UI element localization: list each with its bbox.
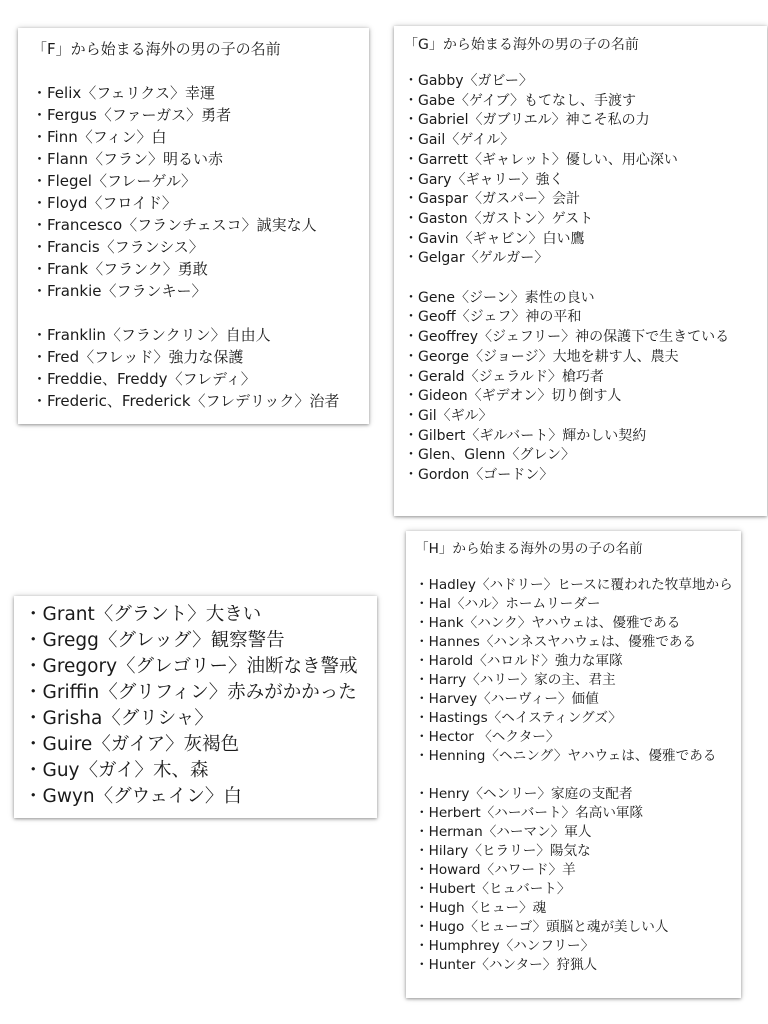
list-item: ・Garrett〈ギャレット〉優しい、用心深い xyxy=(404,151,678,168)
list-item: ・Gregg〈グレッグ〉観察警告 xyxy=(24,630,285,651)
list-item: ・Griffin〈グリフィン〉赤みがかかった xyxy=(24,682,357,703)
list-item: ・Hubert〈ヒュバート〉 xyxy=(415,881,571,897)
card-title: 「G」から始まる海外の男の子の名前 xyxy=(404,37,639,53)
list-spacer xyxy=(415,766,741,785)
list-item: ・Francesco〈フランチェスコ〉誠実な人 xyxy=(32,216,317,234)
list-item: ・Gideon〈ギデオン〉切り倒す人 xyxy=(404,388,622,405)
list-item: ・Gavin〈ギャビン〉白い鷹 xyxy=(404,230,585,247)
list-item: ・Freddie、Freddy〈フレディ〉 xyxy=(32,370,256,388)
list-item: ・Hector 〈ヘクター〉 xyxy=(415,729,560,745)
list-item: ・Hugo〈ヒューゴ〉頭脳と魂が美しい人 xyxy=(415,919,669,935)
list-item: ・Gwyn〈グウェイン〉白 xyxy=(24,786,242,807)
list-item: ・Flegel〈フレーゲル〉 xyxy=(32,172,197,190)
list-item: ・Guy〈ガイ〉木、森 xyxy=(24,760,209,781)
list-item: ・Flann〈フラン〉明るい赤 xyxy=(32,150,224,168)
list-item: ・Gene〈ジーン〉素性の良い xyxy=(404,289,595,306)
list-item: ・Gordon〈ゴードン〉 xyxy=(404,467,554,484)
list-item: ・Francis〈フランシス〉 xyxy=(32,238,204,256)
list-item: ・Gerald〈ジェラルド〉槍巧者 xyxy=(404,368,604,385)
list-item: ・Gail〈ゲイル〉 xyxy=(404,132,515,149)
list-item: ・Grisha〈グリシャ〉 xyxy=(24,708,213,729)
card-title: 「F」から始まる海外の男の子の名前 xyxy=(32,40,281,58)
list-item: ・Hilary〈ヒラリー〉陽気な xyxy=(415,843,591,859)
list-item: ・Gabby〈ガビー〉 xyxy=(404,73,533,89)
list-item: ・Herman〈ハーマン〉軍人 xyxy=(415,824,592,840)
list-item: ・Hastings〈ヘイスティングズ〉 xyxy=(415,710,622,726)
names-card-g-continued xyxy=(14,596,377,818)
list-item: ・Gabe〈ゲイブ〉もてなし、手渡す xyxy=(404,92,636,109)
names-card-f xyxy=(18,28,369,424)
list-item: ・Gary〈ギャリー〉強く xyxy=(404,171,564,188)
list-item: ・Howard〈ハワード〉羊 xyxy=(415,862,576,878)
list-item: ・Henning〈ヘニング〉ヤハウェは、優雅である xyxy=(415,748,717,764)
list-item: ・Gregory〈グレゴリー〉油断なき警戒 xyxy=(24,656,358,677)
list-item: ・Gelgar〈ゲルガー〉 xyxy=(404,250,549,267)
name-list xyxy=(32,82,369,412)
list-item: ・Felix〈フェリクス〉幸運 xyxy=(32,84,216,102)
list-item: ・Harry〈ハリー〉家の主、君主 xyxy=(415,672,616,688)
card-title: 「H」から始まる海外の男の子の名前 xyxy=(415,541,643,557)
list-item: ・Hadley〈ハドリー〉ヒースに覆われた牧草地から xyxy=(415,577,733,593)
list-item: ・Gabriel〈ガブリエル〉神こそ私の力 xyxy=(404,112,650,129)
list-item: ・Harvey〈ハーヴィー〉価値 xyxy=(415,691,599,707)
name-list xyxy=(24,602,377,810)
names-card-g xyxy=(394,26,767,516)
list-item: ・Gilbert〈ギルバート〉輝かしい契約 xyxy=(404,427,647,444)
list-item: ・Herbert〈ハーバート〉名高い軍隊 xyxy=(415,805,644,821)
list-item: ・Harold〈ハロルド〉強力な軍隊 xyxy=(415,653,623,669)
list-item: ・Henry〈ヘンリー〉家庭の支配者 xyxy=(415,786,633,802)
list-item: ・Frankie〈フランキー〉 xyxy=(32,282,207,300)
list-item: ・Humphrey〈ハンフリー〉 xyxy=(415,938,595,954)
list-item: ・Fergus〈ファーガス〉勇者 xyxy=(32,106,232,124)
list-item: ・Geoff〈ジェフ〉神の平和 xyxy=(404,309,582,326)
name-list xyxy=(415,576,741,975)
list-spacer xyxy=(404,269,767,289)
list-item: ・Finn〈フィン〉白 xyxy=(32,128,167,146)
list-spacer xyxy=(32,302,369,324)
list-item: ・Grant〈グラント〉大きい xyxy=(24,604,262,625)
list-item: ・George〈ジョージ〉大地を耕す人、農夫 xyxy=(404,348,679,365)
list-item: ・Hunter〈ハンター〉狩猟人 xyxy=(415,957,598,973)
list-item: ・Geoffrey〈ジェフリー〉神の保護下で生きている xyxy=(404,329,730,346)
list-item: ・Gil〈ギル〉 xyxy=(404,407,493,424)
list-item: ・Gaspar〈ガスパー〉会計 xyxy=(404,191,580,208)
list-item: ・Fred〈フレッド〉強力な保護 xyxy=(32,348,244,366)
list-item: ・Frank〈フランク〉勇敢 xyxy=(32,260,208,278)
list-item: ・Floyd〈フロイド〉 xyxy=(32,194,177,212)
list-item: ・Hannes〈ハンネスヤハウェは、優雅である xyxy=(415,634,697,650)
list-item: ・Hank〈ハンク〉ヤハウェは、優雅である xyxy=(415,615,681,631)
list-item: ・Frederic、Frederick〈フレデリック〉治者 xyxy=(32,392,340,410)
list-item: ・Franklin〈フランクリン〉自由人 xyxy=(32,326,271,344)
names-card-h xyxy=(406,531,741,998)
name-list xyxy=(404,72,767,486)
list-item: ・Hal〈ハル〉ホームリーダー xyxy=(415,596,601,612)
list-item: ・Glen、Glenn〈グレン〉 xyxy=(404,447,575,464)
list-item: ・Guire〈ガイア〉灰褐色 xyxy=(24,734,240,755)
list-item: ・Hugh〈ヒュー〉魂 xyxy=(415,900,547,916)
list-item: ・Gaston〈ガストン〉ゲスト xyxy=(404,210,594,227)
